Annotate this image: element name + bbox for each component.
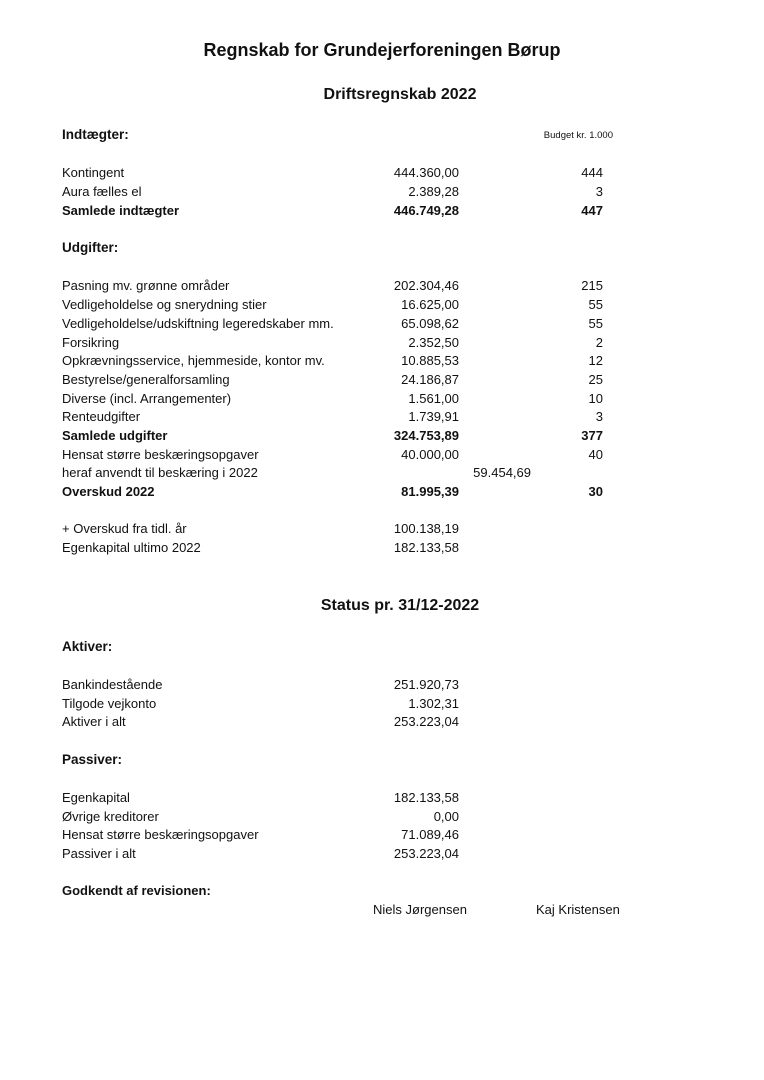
row-amount: 2.389,28 — [408, 184, 459, 199]
row-budget: 2 — [595, 335, 603, 350]
table-row — [0, 352, 764, 370]
row-label: Hensat større beskæringsopgaver — [62, 447, 259, 462]
row-label: Aura fælles el — [62, 184, 142, 199]
row-amount: 182.133,58 — [393, 540, 459, 555]
table-row — [0, 539, 764, 557]
row-label: Vedligeholdelse og snerydning stier — [62, 297, 267, 312]
operating-statement-title: Driftsregnskab 2022 — [323, 86, 477, 103]
row-label: Tilgode vejkonto — [62, 696, 157, 711]
table-row — [0, 695, 764, 713]
table-row — [0, 446, 764, 464]
table-row — [0, 164, 764, 182]
total-row — [0, 202, 764, 220]
signer-name: Kaj Kristensen — [536, 902, 620, 917]
table-row — [0, 826, 764, 844]
row-budget: 55 — [588, 297, 603, 312]
row-budget: 12 — [588, 353, 603, 368]
row-label: + Overskud fra tidl. år — [62, 521, 187, 536]
table-row — [0, 277, 764, 295]
row-label: Pasning mv. grønne områder — [62, 278, 230, 293]
row-label: Egenkapital — [62, 790, 130, 805]
row-budget: 447 — [581, 203, 603, 218]
row-label: Forsikring — [62, 335, 120, 350]
row-amount: 65.098,62 — [401, 316, 459, 331]
table-row — [0, 713, 764, 731]
table-row — [0, 315, 764, 333]
row-label: Samlede udgifter — [62, 428, 168, 443]
row-amount: 81.995,39 — [401, 484, 459, 499]
row-label: Kontingent — [62, 165, 125, 180]
budget-note: Budget kr. 1.000 — [543, 130, 613, 141]
table-row — [0, 371, 764, 389]
row-budget: 10 — [588, 391, 603, 406]
row-label: Aktiver i alt — [62, 714, 126, 729]
table-row — [0, 334, 764, 352]
table-row — [0, 183, 764, 201]
row-amount: 0,00 — [433, 809, 459, 824]
row-budget: 444 — [581, 165, 603, 180]
row-budget: 55 — [588, 316, 603, 331]
row-amount: 24.186,87 — [401, 372, 459, 387]
table-row — [0, 808, 764, 826]
row-amount: 2.352,50 — [408, 335, 459, 350]
row-label: Hensat større beskæringsopgaver — [62, 827, 259, 842]
page-title: Regnskab for Grundejerforeningen Børup — [203, 40, 561, 60]
row-amount: 1.302,31 — [408, 696, 459, 711]
signer-name: Niels Jørgensen — [373, 902, 467, 917]
table-row — [0, 520, 764, 538]
row-amount: 444.360,00 — [393, 165, 459, 180]
table-row — [0, 845, 764, 863]
total-row — [0, 427, 764, 445]
row-amount: 16.625,00 — [401, 297, 459, 312]
row-budget: 3 — [595, 409, 603, 424]
row-label: Samlede indtægter — [62, 203, 180, 218]
row-amount: 100.138,19 — [393, 521, 459, 536]
row-amount: 202.304,46 — [393, 278, 459, 293]
row-label: Diverse (incl. Arrangementer) — [62, 391, 232, 406]
row-amount: 40.000,00 — [401, 447, 459, 462]
row-amount: 1.561,00 — [408, 391, 459, 406]
row-amount: 253.223,04 — [393, 714, 459, 729]
table-row — [0, 390, 764, 408]
table-row — [0, 464, 764, 482]
row-label: Vedligeholdelse/udskiftning legeredskaber mm. — [62, 316, 334, 331]
row-label: heraf anvendt til beskæring i 2022 — [62, 465, 258, 480]
approval-heading: Godkendt af revisionen: — [62, 883, 211, 898]
row-amount: 182.133,58 — [393, 790, 459, 805]
row-amount: 71.089,46 — [401, 827, 459, 842]
status-title: Status pr. 31/12-2022 — [320, 597, 480, 614]
row-budget: 3 — [595, 184, 603, 199]
row-label: Bankindestående — [62, 677, 163, 692]
row-label: Renteudgifter — [62, 409, 141, 424]
table-row — [0, 296, 764, 314]
row-budget: 377 — [581, 428, 603, 443]
row-label: Øvrige kreditorer — [62, 809, 159, 824]
row-label: Overskud 2022 — [62, 484, 155, 499]
table-row — [0, 408, 764, 426]
row-budget: 215 — [581, 278, 603, 293]
row-amount: 324.753,89 — [393, 428, 459, 443]
row-label: Opkrævningsservice, hjemmeside, kontor mv. — [62, 353, 325, 368]
liabilities-heading: Passiver: — [62, 752, 123, 767]
row-amount: 253.223,04 — [393, 846, 459, 861]
row-mid-amount: 59.454,69 — [473, 465, 531, 480]
assets-heading: Aktiver: — [62, 639, 113, 654]
row-budget: 30 — [588, 484, 603, 499]
expense-heading: Udgifter: — [62, 240, 119, 255]
table-row — [0, 676, 764, 694]
row-amount: 251.920,73 — [393, 677, 459, 692]
row-budget: 40 — [588, 447, 603, 462]
row-label: Passiver i alt — [62, 846, 136, 861]
total-row — [0, 483, 764, 501]
row-amount: 446.749,28 — [393, 203, 459, 218]
table-row — [0, 789, 764, 807]
row-amount: 10.885,53 — [401, 353, 459, 368]
row-label: Egenkapital ultimo 2022 — [62, 540, 201, 555]
row-amount: 1.739,91 — [408, 409, 459, 424]
row-label: Bestyrelse/generalforsamling — [62, 372, 230, 387]
income-heading: Indtægter: — [62, 127, 129, 142]
row-budget: 25 — [588, 372, 603, 387]
